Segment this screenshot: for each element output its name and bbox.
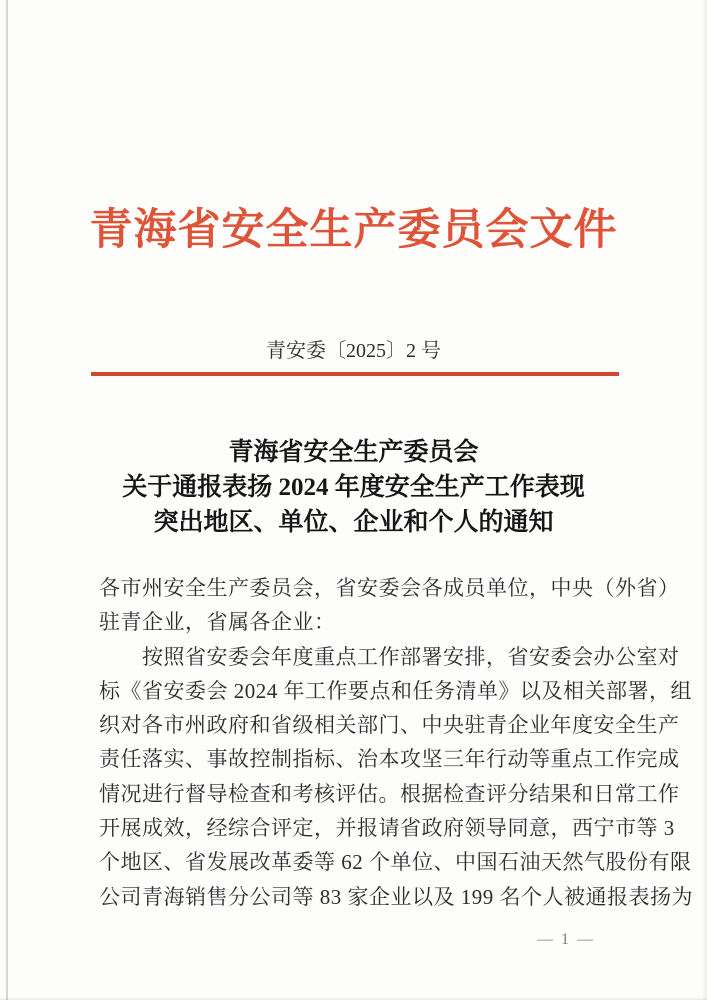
notice-body: [99, 571, 693, 914]
paragraph-line-1: 按照省安委会年度重点工作部署安排，省安委会办公室对: [142, 644, 680, 669]
salutation-line-2: 驻青企业，省属各企业：: [99, 610, 336, 635]
paragraph-line-6: 开展成效，经综合评定，并报请省政府领导同意，西宁市等 3: [99, 816, 675, 841]
paragraph-line-2: 标《省安委会 2024 年工作要点和任务清单》以及相关部署，组: [99, 678, 692, 703]
document-number: 青安委〔2025〕2 号: [266, 340, 441, 362]
paragraph-line-3: 织对各市州政府和省级相关部门、中央驻青企业年度安全生产: [99, 713, 680, 738]
paragraph-line-4: 责任落实、事故控制指标、治本攻坚三年行动等重点工作完成: [99, 747, 680, 772]
page-number: — 1 —: [537, 931, 595, 948]
notice-title: [0, 435, 707, 540]
paragraph-line-5: 情况进行督导检查和考核评估。根据检查评分结果和日常工作: [99, 781, 680, 806]
notice-title-line-3: 突出地区、单位、企业和个人的通知: [153, 509, 554, 536]
notice-title-line-2: 关于通报表扬 2024 年度安全生产工作表现: [122, 474, 585, 501]
salutation-line-1: 各市州安全生产委员会，省安委会各成员单位，中央（外省）: [99, 576, 680, 600]
paragraph-line-8: 公司青海销售分公司等 83 家企业以及 199 名个人被通报表扬为: [99, 884, 693, 909]
notice-title-line-1: 青海省安全生产委员会: [228, 439, 479, 466]
red-header-title: 青海省安全生产委员会文件: [89, 207, 618, 254]
red-divider-line: [91, 372, 619, 376]
paragraph-line-7: 个地区、省发展改革委等 62 个单位、中国石油天然气股份有限: [99, 850, 692, 875]
